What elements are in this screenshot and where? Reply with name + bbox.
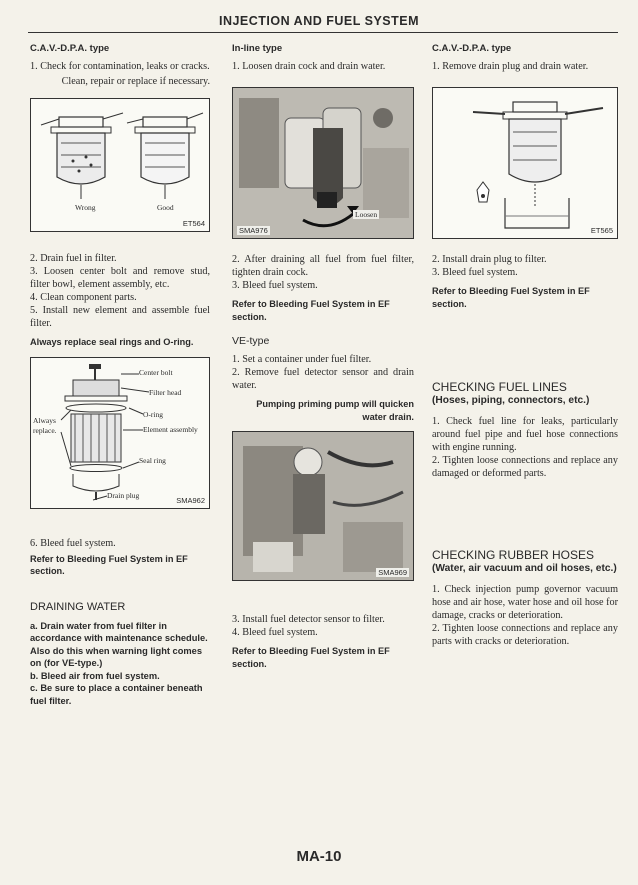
step-6-text: 6. Bleed fuel system. bbox=[30, 537, 116, 549]
cav-step-2: 2. Install drain plug to filter. bbox=[432, 254, 547, 265]
figure-filter-exploded bbox=[30, 357, 210, 509]
note-refer-ef: Refer to Bleeding Fuel System in EF section. bbox=[232, 299, 390, 322]
ve-step-4: 4. Bleed fuel system. bbox=[232, 627, 318, 638]
figure-code: SMA969 bbox=[378, 568, 407, 577]
figure-code: SMA962 bbox=[176, 495, 205, 505]
heading-checking-fuel-lines bbox=[432, 380, 618, 407]
column-right bbox=[432, 40, 618, 648]
step-4-text: 4. Clean component parts. bbox=[30, 292, 137, 303]
column-left bbox=[30, 40, 210, 707]
step-3-text: 3. Loosen center bolt and remove stud, filter bowl, element assembly, etc. bbox=[30, 266, 210, 290]
inline-step-2: 2. After draining all fuel from fuel filter, tighten drain cock. bbox=[232, 254, 414, 278]
fuel-lines-subtitle: (Hoses, piping, connectors, etc.) bbox=[432, 395, 590, 406]
figure-inline-drain bbox=[232, 87, 414, 239]
draining-item-b: b. Bleed air from fuel system. bbox=[30, 670, 160, 681]
label-filter-head: Filter head bbox=[149, 387, 182, 397]
note-priming-pump: Pumping priming pump will quicken water drain. bbox=[256, 399, 414, 422]
inline-drain-photo bbox=[233, 88, 413, 238]
figure-filter-wrong-good bbox=[30, 98, 210, 232]
heading-checking-rubber-hoses bbox=[432, 548, 618, 575]
heading-draining-water: DRAINING WATER bbox=[30, 600, 126, 613]
step-2-text: 2. Drain fuel in filter. bbox=[30, 253, 117, 264]
step-1-text: 1. Check for contamination, leaks or cracks. bbox=[30, 61, 210, 72]
step-5-text: 5. Install new element and assemble fuel filter. bbox=[30, 305, 210, 329]
step-1b-text: Clean, repair or replace if necessary. bbox=[61, 76, 210, 87]
section-tag-ve: VE-type bbox=[232, 335, 270, 347]
note-refer-ef: Refer to Bleeding Fuel System in EF section. bbox=[432, 286, 590, 309]
filter-comparison-drawing bbox=[31, 99, 209, 231]
label-element-assembly: Element assembly bbox=[143, 424, 198, 434]
label-good: Good bbox=[157, 203, 174, 212]
cav-step-3: 3. Bleed fuel system. bbox=[432, 267, 518, 278]
cav-step-1: 1. Remove drain plug and drain water. bbox=[432, 61, 589, 72]
label-wrong: Wrong bbox=[75, 203, 96, 212]
figure-code: SMA976 bbox=[239, 226, 268, 235]
fuel-lines-title: CHECKING FUEL LINES bbox=[432, 380, 567, 394]
ve-step-2: 2. Remove fuel detector sensor and drain water. bbox=[232, 367, 414, 391]
fuel-lines-step-1: 1. Check fuel line for leaks, particularly around fuel pipe and fuel hose connections with engine running. bbox=[432, 416, 618, 453]
inline-step-1: 1. Loosen drain cock and drain water. bbox=[232, 61, 386, 72]
rubber-hoses-title: CHECKING RUBBER HOSES bbox=[432, 548, 595, 562]
inline-step-3: 3. Bleed fuel system. bbox=[232, 280, 318, 291]
note-refer-ef: Refer to Bleeding Fuel System in EF section. bbox=[30, 553, 188, 576]
label-drain-plug: Drain plug bbox=[107, 490, 140, 500]
header-rule bbox=[28, 32, 618, 33]
ve-step-1: 1. Set a container under fuel filter. bbox=[232, 354, 372, 365]
label-o-ring: O-ring bbox=[143, 409, 163, 419]
ve-sensor-photo bbox=[233, 432, 413, 580]
fuel-lines-step-2: 2. Tighten loose connections and replace any damaged or deformed parts. bbox=[432, 455, 618, 479]
section-tag-inline: In-line type bbox=[232, 43, 283, 54]
rubber-hoses-step-1: 1. Check injection pump governor vacuum hose and air hose, water hose and oil hose for damage, cracks or deterioration. bbox=[432, 584, 618, 621]
ve-step-3: 3. Install fuel detector sensor to filter. bbox=[232, 614, 385, 625]
draining-item-a: a. Drain water from fuel filter in accordance with maintenance schedule. Also do this when warning light comes on (for VE-type.) bbox=[30, 620, 208, 668]
section-tag-cav: C.A.V.-D.P.A. type bbox=[30, 43, 110, 54]
page-number: MA-10 bbox=[296, 848, 342, 865]
column-middle bbox=[232, 40, 414, 678]
label-center-bolt: Center bolt bbox=[139, 367, 173, 377]
figure-code: ET565 bbox=[590, 226, 613, 235]
draining-item-c: c. Be sure to place a container beneath fuel filter. bbox=[30, 683, 203, 706]
note-refer-ef: Refer to Bleeding Fuel System in EF section. bbox=[232, 646, 390, 669]
figure-code: ET564 bbox=[182, 219, 205, 228]
page-header: INJECTION AND FUEL SYSTEM bbox=[218, 14, 420, 28]
rubber-hoses-step-2: 2. Tighten loose connections and replace any parts with cracks or deterioration. bbox=[432, 623, 618, 647]
section-tag-cav: C.A.V.-D.P.A. type bbox=[432, 43, 512, 54]
label-loosen: Loosen bbox=[355, 210, 378, 219]
figure-ve-sensor bbox=[232, 431, 414, 581]
rubber-hoses-subtitle: (Water, air vacuum and oil hoses, etc.) bbox=[432, 563, 617, 574]
note-replace-seal-rings: Always replace seal rings and O-ring. bbox=[30, 337, 194, 347]
label-always-replace: Always replace. bbox=[33, 415, 57, 435]
cav-drain-drawing bbox=[433, 88, 617, 238]
label-seal-ring: Seal ring bbox=[139, 455, 166, 465]
figure-cav-drain bbox=[432, 87, 618, 239]
